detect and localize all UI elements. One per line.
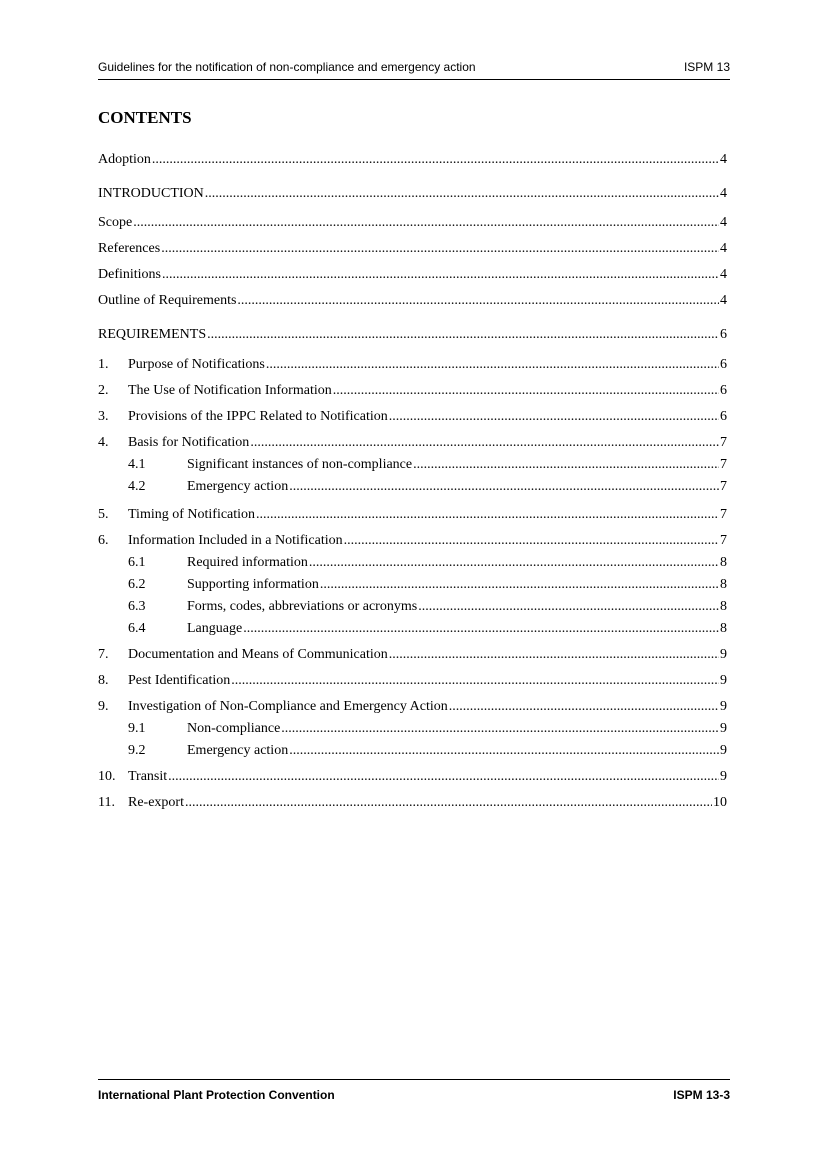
toc-entry-number: 4.	[98, 435, 109, 450]
toc-entry-section-9[interactable]	[98, 699, 727, 719]
toc-entry-title: Transit	[128, 769, 168, 784]
toc-leader-dots	[256, 507, 719, 523]
toc-entry-page: 7	[720, 435, 727, 450]
toc-leader-dots	[133, 215, 719, 231]
toc-entry-title: The Use of Notification Information	[128, 383, 332, 398]
toc-entry-title: REQUIREMENTS	[98, 327, 207, 342]
toc-entry-page: 4	[720, 215, 727, 230]
toc-entry-title: Documentation and Means of Communication	[128, 647, 388, 662]
toc-entry-title: Scope	[98, 215, 133, 230]
toc-entry-requirements[interactable]	[98, 327, 727, 347]
toc-entry-title: INTRODUCTION	[98, 186, 204, 201]
toc-entry-page: 6	[720, 383, 727, 398]
toc-entry-page: 10	[713, 795, 727, 810]
toc-entry-page: 6	[720, 409, 727, 424]
toc-entry-references[interactable]	[98, 241, 727, 261]
toc-leader-dots	[389, 647, 719, 663]
toc-leader-dots	[281, 721, 719, 737]
toc-entry-page: 4	[720, 267, 727, 282]
toc-entry-section-4-1[interactable]	[128, 457, 727, 477]
toc-entry-number: 2.	[98, 383, 109, 398]
toc-entry-section-9-1[interactable]	[128, 721, 727, 741]
toc-entry-number: 5.	[98, 507, 109, 522]
toc-leader-dots	[309, 555, 719, 571]
toc-entry-number: 6.1	[128, 555, 146, 570]
toc-entry-title: Supporting information	[187, 577, 319, 592]
toc-entry-adoption[interactable]	[98, 152, 727, 172]
toc-leader-dots	[266, 357, 719, 373]
toc-entry-title: Significant instances of non-compliance	[187, 457, 413, 472]
toc-entry-number: 9.2	[128, 743, 146, 758]
toc-entry-title: References	[98, 241, 161, 256]
toc-entry-title: Forms, codes, abbreviations or acronyms	[187, 599, 418, 614]
toc-leader-dots	[162, 267, 719, 283]
toc-entry-introduction[interactable]	[98, 186, 727, 206]
footer-organization: International Plant Protection Convention	[98, 1088, 335, 1102]
toc-entry-number: 7.	[98, 647, 109, 662]
toc-entry-title: Adoption	[98, 152, 151, 167]
toc-entry-section-10[interactable]	[98, 769, 727, 789]
toc-leader-dots	[237, 293, 719, 309]
toc-entry-page: 7	[720, 533, 727, 548]
toc-leader-dots	[320, 577, 719, 593]
toc-entry-section-2[interactable]	[98, 383, 727, 403]
header-standard-id: ISPM 13	[683, 60, 730, 74]
toc-leader-dots	[168, 769, 719, 785]
toc-entry-title: Investigation of Non-Compliance and Emergency Action	[128, 699, 448, 714]
toc-leader-dots	[207, 327, 719, 343]
toc-entry-page: 7	[720, 457, 727, 472]
toc-entry-page: 9	[720, 743, 727, 758]
toc-entry-section-6-1[interactable]	[128, 555, 727, 575]
header-title: Guidelines for the notification of non-compliance and emergency action	[98, 60, 476, 74]
toc-entry-section-6-4[interactable]	[128, 621, 727, 641]
toc-entry-page: 6	[720, 357, 727, 372]
toc-entry-number: 9.	[98, 699, 109, 714]
toc-entry-scope[interactable]	[98, 215, 727, 235]
toc-leader-dots	[289, 479, 719, 495]
toc-entry-section-6[interactable]	[98, 533, 727, 553]
toc-leader-dots	[289, 743, 719, 759]
toc-entry-page: 7	[720, 507, 727, 522]
toc-entry-number: 11.	[98, 795, 115, 810]
toc-leader-dots	[344, 533, 719, 549]
toc-entry-number: 6.	[98, 533, 109, 548]
toc-entry-page: 9	[720, 769, 727, 784]
toc-entry-section-3[interactable]	[98, 409, 727, 429]
toc-entry-section-8[interactable]	[98, 673, 727, 693]
toc-entry-title: Emergency action	[187, 479, 289, 494]
toc-entry-page: 7	[720, 479, 727, 494]
toc-leader-dots	[152, 152, 719, 168]
toc-leader-dots	[389, 409, 719, 425]
toc-entry-title: Outline of Requirements	[98, 293, 237, 308]
toc-entry-page: 4	[720, 152, 727, 167]
toc-entry-title: Purpose of Notifications	[128, 357, 265, 372]
toc-entry-number: 1.	[98, 357, 109, 372]
toc-entry-title: Non-compliance	[187, 721, 281, 736]
toc-entry-page: 8	[720, 555, 727, 570]
toc-entry-section-6-2[interactable]	[128, 577, 727, 597]
toc-entry-section-7[interactable]	[98, 647, 727, 667]
toc-leader-dots	[243, 621, 719, 637]
toc-entry-number: 6.3	[128, 599, 146, 614]
toc-leader-dots	[161, 241, 719, 257]
toc-entry-page: 9	[720, 673, 727, 688]
toc-entry-number: 3.	[98, 409, 109, 424]
page-footer	[98, 1079, 730, 1103]
toc-entry-section-4-2[interactable]	[128, 479, 727, 499]
toc-entry-page: 4	[720, 241, 727, 256]
toc-leader-dots	[185, 795, 712, 811]
toc-leader-dots	[250, 435, 719, 451]
toc-entry-page: 6	[720, 327, 727, 342]
toc-entry-number: 8.	[98, 673, 109, 688]
page-header	[98, 58, 730, 80]
toc-entry-page: 4	[720, 293, 727, 308]
toc-leader-dots	[413, 457, 719, 473]
toc-leader-dots	[205, 186, 719, 202]
toc-entry-title: Pest Identification	[128, 673, 231, 688]
toc-entry-page: 9	[720, 721, 727, 736]
toc-entry-definitions[interactable]	[98, 267, 727, 287]
toc-entry-number: 6.2	[128, 577, 146, 592]
toc-entry-outline-of-requirements[interactable]	[98, 293, 727, 313]
toc-entry-title: Emergency action	[187, 743, 289, 758]
toc-entry-section-5[interactable]	[98, 507, 727, 527]
toc-entry-title: Provisions of the IPPC Related to Notification	[128, 409, 388, 424]
toc-entry-title: Definitions	[98, 267, 161, 282]
toc-entry-page: 8	[720, 599, 727, 614]
toc-leader-dots	[418, 599, 719, 615]
toc-leader-dots	[449, 699, 719, 715]
toc-entry-number: 10.	[98, 769, 116, 784]
toc-leader-dots	[231, 673, 719, 689]
toc-entry-page: 8	[720, 577, 727, 592]
toc-entry-title: Information Included in a Notification	[128, 533, 343, 548]
toc-entry-number: 4.1	[128, 457, 146, 472]
toc-entry-section-9-2[interactable]	[128, 743, 727, 763]
toc-entry-page: 8	[720, 621, 727, 636]
toc-leader-dots	[333, 383, 719, 399]
toc-entry-page: 9	[720, 647, 727, 662]
toc-entry-title: Basis for Notification	[128, 435, 250, 450]
toc-entry-section-1[interactable]	[98, 357, 727, 377]
toc-entry-page: 9	[720, 699, 727, 714]
toc-entry-number: 9.1	[128, 721, 146, 736]
toc-entry-number: 6.4	[128, 621, 146, 636]
toc-entry-page: 4	[720, 186, 727, 201]
toc-entry-section-4[interactable]	[98, 435, 727, 455]
toc-entry-number: 4.2	[128, 479, 146, 494]
toc-entry-title: Language	[187, 621, 243, 636]
contents-heading: CONTENTS	[98, 108, 192, 127]
footer-page-number: ISPM 13-3	[673, 1088, 730, 1102]
toc-entry-title: Timing of Notification	[128, 507, 256, 522]
toc-entry-section-6-3[interactable]	[128, 599, 727, 619]
toc-entry-section-11[interactable]	[98, 795, 727, 815]
toc-entry-title: Re-export	[128, 795, 184, 810]
toc-entry-title: Required information	[187, 555, 308, 570]
